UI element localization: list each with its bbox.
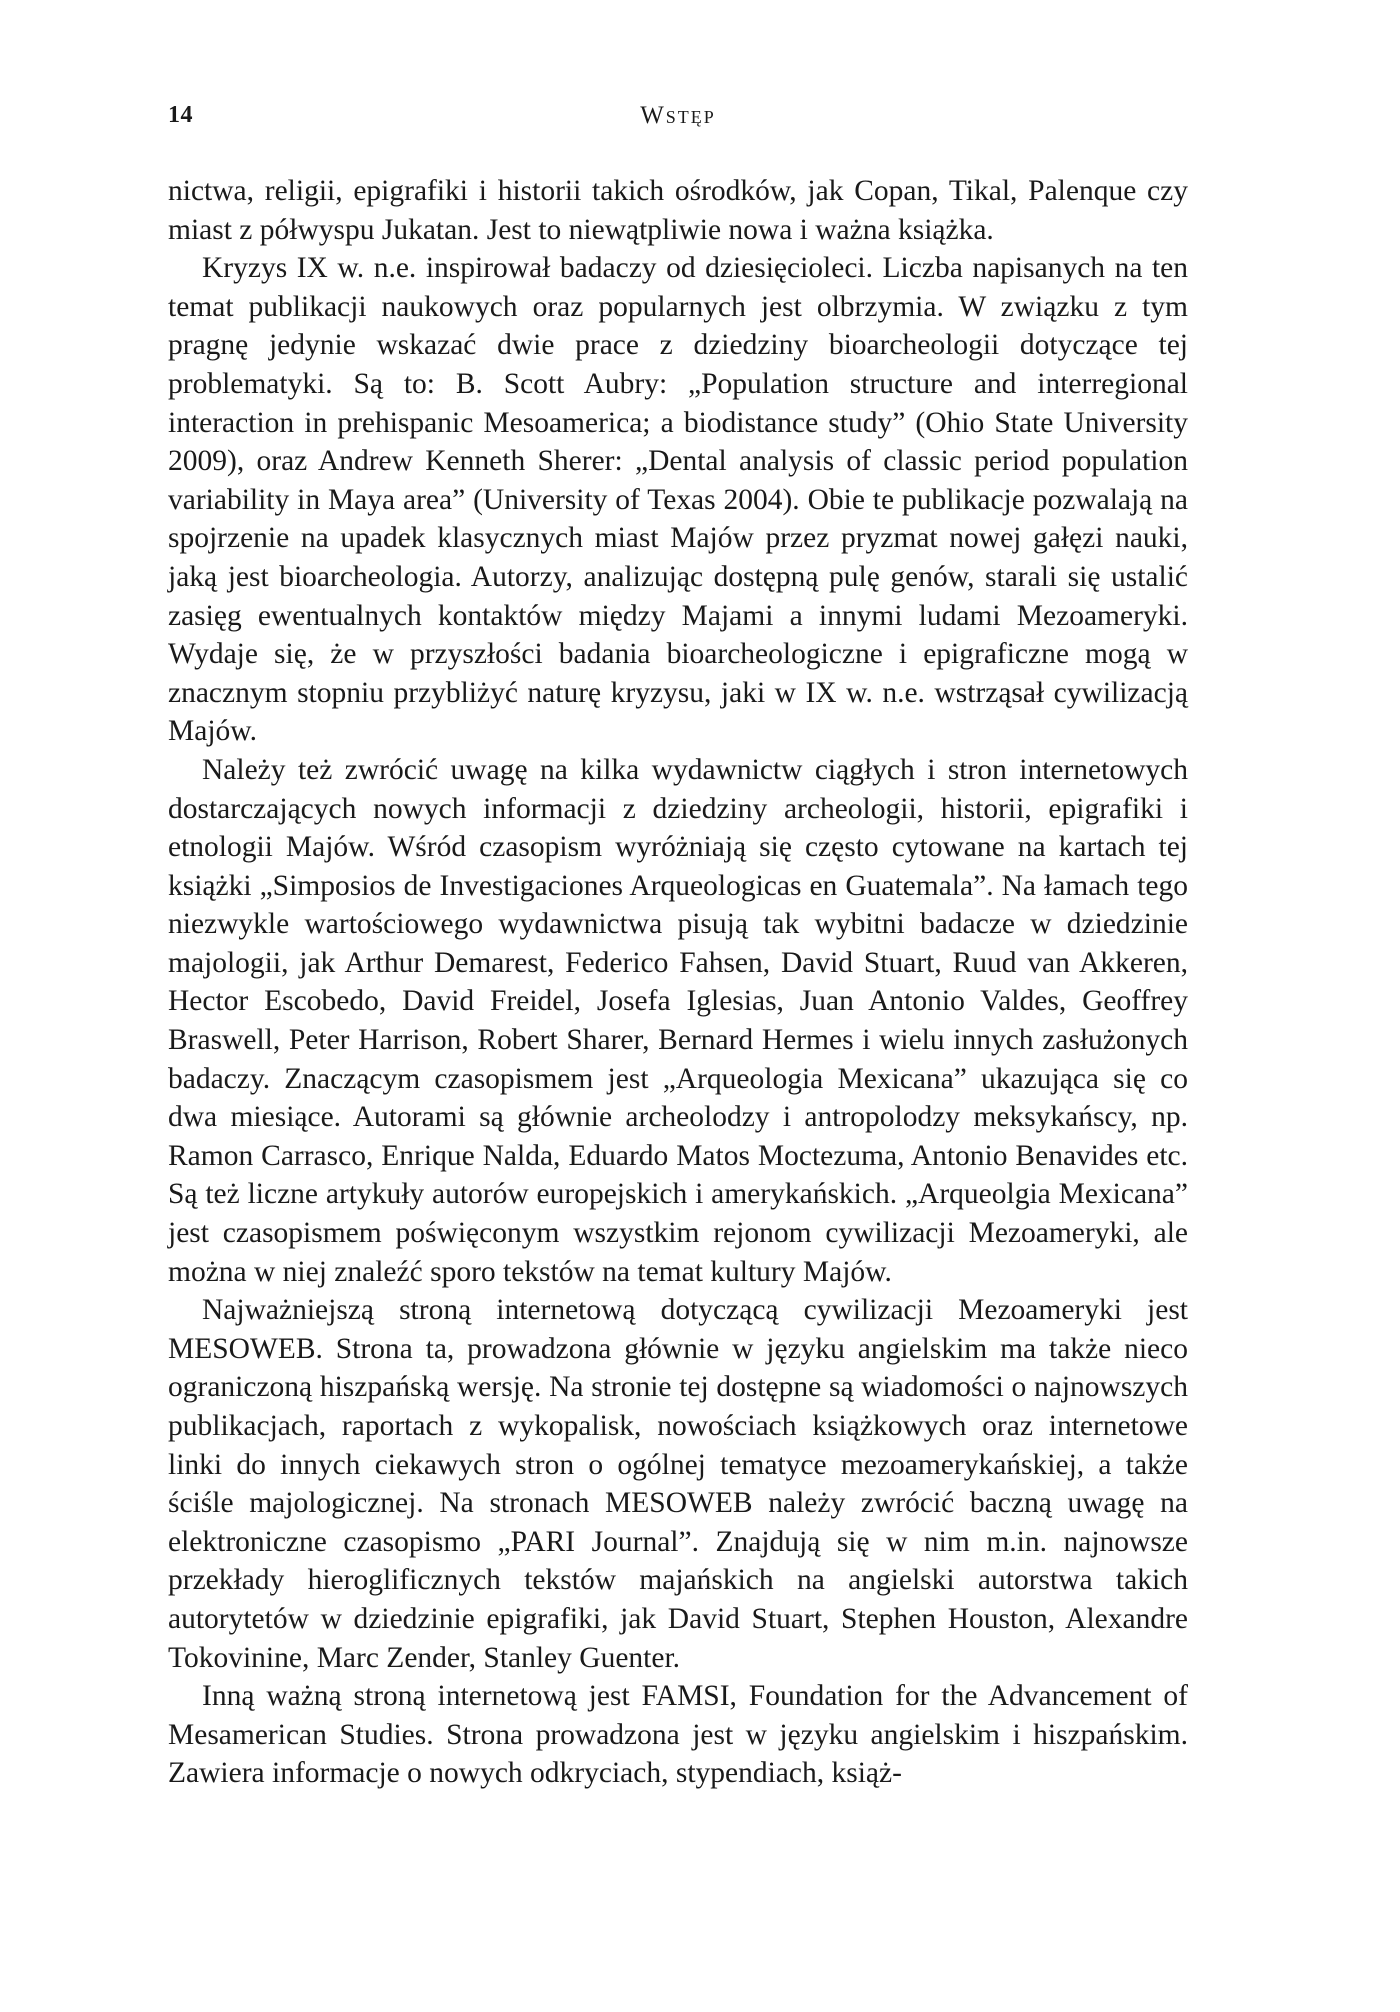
- paragraph-crisis: Kryzys IX w. n.e. inspirował badaczy od dziesięcioleci. Liczba napisanych na ten temat publikacji naukowych oraz popularnych jest olbrzymia. W związku z tym pragnę jedynie wskazać dwie prace z dziedziny bioarcheologii dotyczące tej problematyki. Są to: B. Scott Aubry: „Population structure and interregional interaction in prehispanic Mesoamerica; a biodistance study” (Ohio State University 2009), oraz Andrew Kenneth Sherer: „Dental analysis of classic period population variability in Maya area” (University of Texas 2004). Obie te publikacje pozwalają na spojrzenie na upadek klasycznych miast Majów przez pryzmat nowej gałęzi nauki, jaką jest bioarcheologia. Autorzy, analizując dostępną pulę genów, starali się ustalić zasięg ewentualnych kontaktów między Majami a innymi ludami Mezoameryki. Wydaje się, że w przyszłości badania bioarcheologiczne i epigraficzne mogą w znacznym stopniu przybliżyć naturę kryzysu, jaki w IX w. n.e. wstrząsał cywilizacją Majów.: [168, 252, 1188, 748]
- page-number: 14: [168, 102, 193, 128]
- paragraph-mesoweb: Najważniejszą stroną internetową dotyczącą cywilizacji Mezoameryki jest MESOWEB. Strona ta, prowadzona głównie w języku angielskim ma także nieco ograniczoną hiszpańską wersję. Na stronie tej dostępne są wiadomości o najnowszych publikacjach, raportach z wykopalisk, nowościach książkowych oraz internetowe linki do innych ciekawych stron o ogólnej tematyce mezoamerykańskiej, a także ściśle majologicznej. Na stronach MESOWEB należy zwrócić baczną uwagę na elektroniczne czasopismo „PARI Journal”. Znajdują się w nim m.in. najnowsze przekłady hieroglificznych tekstów majańskich na angielski autorstwa takich autorytetów w dziedzinie epigrafiki, jak David Stuart, Stephen Houston, Alexandre Tokovinine, Marc Zender, Stanley Guenter.: [168, 1294, 1188, 1674]
- paragraph-famsi: Inną ważną stroną internetową jest FAMSI, Foundation for the Advancement of Mesamerican Studies. Strona prowadzona jest w języku angielskim i hiszpańskim. Zawiera informacje o nowych odkryciach, stypendiach, książ-: [168, 1680, 1188, 1790]
- body-text: [168, 172, 1188, 1793]
- paragraph-continuation: nictwa, religii, epigrafiki i historii takich ośrodków, jak Copan, Tikal, Palenque czy miast z półwyspu Jukatan. Jest to niewątpliwie nowa i ważna książka.: [168, 175, 1188, 246]
- paragraph-periodicals: Należy też zwrócić uwagę na kilka wydawnictw ciągłych i stron internetowych dostarczających nowych informacji z dziedziny archeologii, historii, epigrafiki i etnologii Majów. Wśród czasopism wyróżniają się często cytowane na kartach tej książki „Simposios de Investigaciones Arqueologicas en Guatemala”. Na łamach tego niezwykle wartościowego wydawnictwa pisują tak wybitni badacze w dziedzinie majologii, jak Arthur Demarest, Federico Fahsen, David Stuart, Ruud van Akkeren, Hector Escobedo, David Freidel, Josefa Iglesias, Juan Antonio Valdes, Geoffrey Braswell, Peter Harrison, Robert Sharer, Bernard Hermes i wielu innych zasłużonych badaczy. Znaczącym czasopismem jest „Arqueologia Mexicana” ukazująca się co dwa miesiące. Autorami są głównie archeolodzy i antropolodzy meksykańscy, np. Ramon Carrasco, Enrique Nalda, Eduardo Matos Moctezuma, Antonio Benavides etc. Są też liczne artykuły autorów europejskich i amerykańskich. „Arqueolgia Mexicana” jest czasopismem poświęconym wszystkim rejonom cywilizacji Mezoameryki, ale można w niej znaleźć sporo tekstów na temat kultury Majów.: [168, 753, 1188, 1288]
- running-head: [168, 102, 1188, 138]
- section-title: Wstęp: [640, 102, 716, 129]
